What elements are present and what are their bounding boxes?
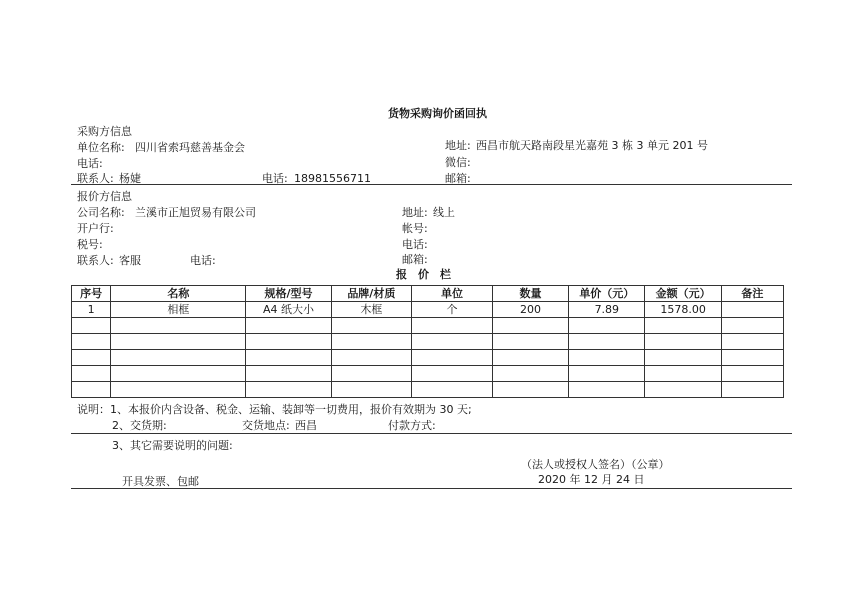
table-header-cell: 规格/型号 xyxy=(246,286,331,302)
quote-table xyxy=(71,285,784,398)
table-cell xyxy=(645,350,721,366)
quoter-section-title: 报价方信息 xyxy=(77,190,132,203)
table-cell xyxy=(412,334,493,350)
table-cell xyxy=(246,350,331,366)
table-cell xyxy=(412,318,493,334)
table-cell: 1 xyxy=(72,302,111,318)
table-cell xyxy=(645,318,721,334)
table-header-cell: 数量 xyxy=(492,286,568,302)
buyer-contact-phone-value: 18981556711 xyxy=(294,172,371,185)
quoter-tax-label: 税号: xyxy=(77,238,103,251)
quoter-contact-label: 联系人: xyxy=(77,254,114,267)
table-cell xyxy=(492,318,568,334)
table-cell: 个 xyxy=(412,302,493,318)
table-row xyxy=(72,334,784,350)
note-delivery-label: 2、交货期: xyxy=(112,419,167,432)
buyer-contact-phone-label: 电话: xyxy=(262,172,288,185)
buyer-unit-value: 四川省索玛慈善基金会 xyxy=(135,141,245,154)
table-cell xyxy=(111,366,246,382)
quoter-company-value: 兰溪市正旭贸易有限公司 xyxy=(135,206,256,219)
buyer-email-label: 邮箱: xyxy=(445,172,471,185)
table-cell xyxy=(569,350,645,366)
buyer-address-value: 西昌市航天路南段星光嘉苑 3 栋 3 单元 201 号 xyxy=(476,139,708,152)
quoter-contact-phone-label: 电话: xyxy=(190,254,216,267)
table-cell xyxy=(645,334,721,350)
table-row xyxy=(72,318,784,334)
table-cell: 木框 xyxy=(331,302,412,318)
buyer-address-label: 地址: xyxy=(445,139,471,152)
table-header-cell: 单位 xyxy=(412,286,493,302)
table-header-cell: 序号 xyxy=(72,286,111,302)
notes-divider xyxy=(71,433,792,434)
document-title: 货物采购询价函回执 xyxy=(388,107,487,120)
table-cell xyxy=(569,318,645,334)
table-header-cell: 单价（元） xyxy=(569,286,645,302)
table-header-cell: 备注 xyxy=(721,286,783,302)
table-header-cell: 金额（元） xyxy=(645,286,721,302)
table-cell xyxy=(412,350,493,366)
note-place-label: 交货地点: xyxy=(242,419,290,432)
table-cell xyxy=(721,318,783,334)
quoter-phone-label: 电话: xyxy=(402,238,428,251)
table-header-cell: 品牌/材质 xyxy=(331,286,412,302)
note-place-value: 西昌 xyxy=(295,419,317,432)
quoter-address-value: 线上 xyxy=(433,206,455,219)
table-cell xyxy=(645,382,721,398)
buyer-section-title: 采购方信息 xyxy=(77,125,132,138)
table-cell: A4 纸大小 xyxy=(246,302,331,318)
table-cell xyxy=(331,366,412,382)
table-cell xyxy=(246,382,331,398)
quote-section-title: 报 价 栏 xyxy=(396,268,451,281)
table-cell xyxy=(111,382,246,398)
table-cell xyxy=(331,350,412,366)
table-header-cell: 名称 xyxy=(111,286,246,302)
buyer-contact-label: 联系人: xyxy=(77,172,114,185)
invoice-note: 开具发票、包邮 xyxy=(122,475,199,488)
table-cell xyxy=(492,366,568,382)
table-cell xyxy=(721,350,783,366)
buyer-wechat-label: 微信: xyxy=(445,156,471,169)
quoter-contact-value: 客服 xyxy=(119,254,141,267)
table-row xyxy=(72,382,784,398)
buyer-unit-label: 单位名称: xyxy=(77,141,125,154)
table-cell xyxy=(72,318,111,334)
table-cell xyxy=(412,382,493,398)
table-cell xyxy=(72,382,111,398)
quoter-company-label: 公司名称: xyxy=(77,206,125,219)
buyer-phone-label: 电话: xyxy=(77,157,103,170)
bottom-divider xyxy=(71,488,792,489)
table-cell: 7.89 xyxy=(569,302,645,318)
quoter-bank-label: 开户行: xyxy=(77,222,114,235)
buyer-contact-value: 杨婕 xyxy=(119,172,141,185)
table-cell xyxy=(492,334,568,350)
table-cell: 相框 xyxy=(111,302,246,318)
table-cell xyxy=(246,366,331,382)
quoter-address-label: 地址: xyxy=(402,206,428,219)
table-cell xyxy=(569,366,645,382)
table-cell xyxy=(492,350,568,366)
table-cell xyxy=(645,366,721,382)
table-cell xyxy=(246,318,331,334)
table-row xyxy=(72,366,784,382)
table-cell xyxy=(569,382,645,398)
table-cell xyxy=(569,334,645,350)
table-cell xyxy=(721,334,783,350)
table-cell xyxy=(246,334,331,350)
table-cell xyxy=(111,318,246,334)
table-cell xyxy=(72,334,111,350)
table-cell xyxy=(111,350,246,366)
quoter-email-label: 邮箱: xyxy=(402,253,428,266)
table-cell xyxy=(721,366,783,382)
note-3: 3、其它需要说明的问题: xyxy=(112,439,233,452)
table-cell xyxy=(72,366,111,382)
table-cell: 1578.00 xyxy=(645,302,721,318)
section-divider xyxy=(71,184,792,185)
document-date: 2020 年 12 月 24 日 xyxy=(538,473,645,486)
table-cell xyxy=(331,318,412,334)
table-row xyxy=(72,350,784,366)
table-cell xyxy=(111,334,246,350)
signature-line: （法人或授权人签名）（公章） xyxy=(521,458,670,471)
table-cell xyxy=(72,350,111,366)
table-cell xyxy=(412,366,493,382)
table-row xyxy=(72,302,784,318)
note-1: 说明：1、本报价内含设备、税金、运输、装卸等一切费用，报价有效期为 30 天; xyxy=(77,403,472,416)
quoter-account-label: 帐号: xyxy=(402,222,428,235)
table-cell xyxy=(331,382,412,398)
table-cell xyxy=(721,382,783,398)
table-cell: 200 xyxy=(492,302,568,318)
table-cell xyxy=(721,302,783,318)
note-payment-label: 付款方式: xyxy=(388,419,436,432)
table-header-row xyxy=(72,286,784,302)
table-cell xyxy=(331,334,412,350)
table-cell xyxy=(492,382,568,398)
